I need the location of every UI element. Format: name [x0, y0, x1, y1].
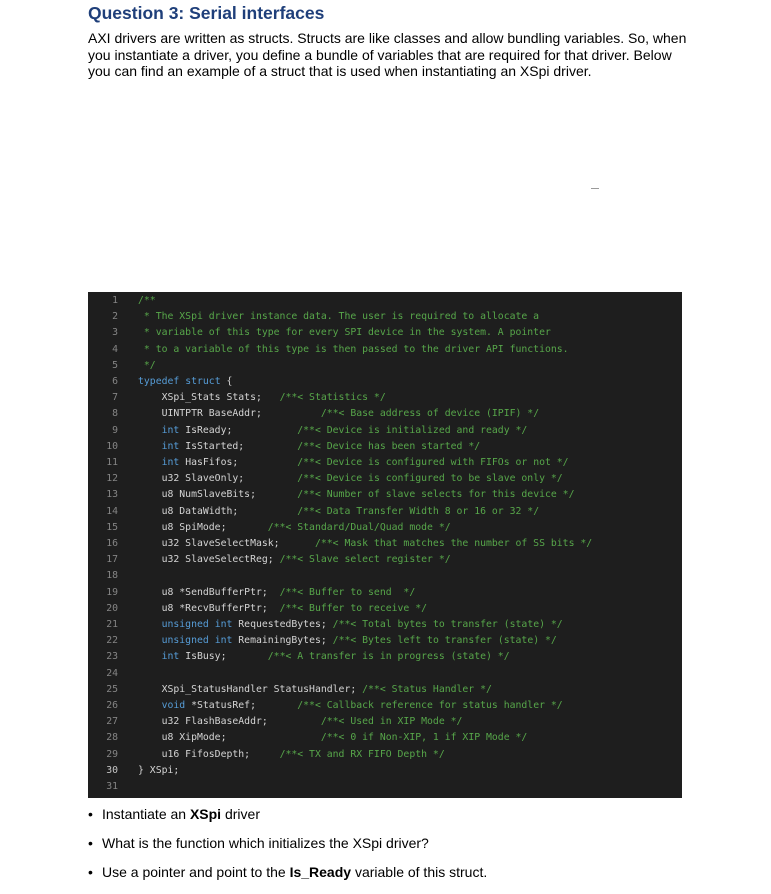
line-number: 7	[112, 392, 118, 404]
code-line	[88, 698, 682, 714]
code-text: u32 SlaveOnly; /**< Device is configured to be slave only */	[138, 473, 563, 485]
line-number: 16	[106, 538, 118, 549]
code-line	[88, 763, 682, 779]
code-line	[88, 536, 682, 552]
line-number: 14	[106, 505, 118, 517]
code-text: } XSpi;	[138, 764, 180, 776]
code-line	[88, 325, 682, 341]
code-line	[88, 504, 682, 520]
code-text: * variable of this type for every SPI device in the system. A pointer	[138, 327, 551, 339]
code-line	[88, 585, 682, 601]
code-line	[88, 471, 682, 487]
task-bold-term: XSpi	[189, 806, 222, 822]
code-line	[88, 423, 682, 439]
line-number: 25	[106, 683, 118, 695]
code-line	[88, 682, 682, 698]
code-text: u8 SpiMode; /**< Standard/Dual/Quad mode */	[138, 521, 451, 533]
code-line	[88, 439, 682, 455]
code-line	[88, 601, 682, 617]
code-text: * to a variable of this type is then passed to the driver API functions.	[138, 343, 569, 355]
code-line	[88, 309, 682, 325]
code-line	[88, 552, 682, 568]
code-block	[88, 292, 682, 798]
line-number: 24	[106, 667, 118, 679]
line-number: 10	[106, 440, 118, 452]
task-text-suffix: variable of this struct.	[351, 864, 488, 880]
line-number: 23	[106, 651, 118, 663]
code-text: /**	[138, 295, 156, 306]
line-number: 20	[106, 602, 118, 614]
intro-paragraph: AXI drivers are written as structs. Structs are like classes and allow bundling variables. So, when you instantiate a driver, you define a bundle of variables that are required for that driver. Below you can find an example of a struct that is used when instantiating an XSpi driver.	[88, 30, 687, 79]
code-line	[88, 487, 682, 503]
task-bold-term: Is_Ready	[289, 864, 352, 880]
line-number: 3	[112, 327, 118, 339]
line-number: 8	[112, 408, 118, 420]
line-number: 29	[106, 748, 118, 760]
code-text: int IsStarted; /**< Device has been started */	[161, 440, 481, 452]
code-line	[88, 455, 682, 471]
question-heading: Question 3: Serial interfaces	[88, 3, 325, 23]
task-text: Instantiate an	[102, 806, 190, 822]
code-text: u8 *SendBufferPtr; /**< Buffer to send */	[138, 586, 416, 598]
code-text: int IsBusy; /**< A transfer is in progress (state) */	[161, 651, 510, 663]
code-line	[88, 374, 682, 390]
task-text-suffix: driver	[221, 806, 260, 822]
code-line	[88, 568, 682, 584]
line-number: 17	[106, 554, 118, 566]
stray-dash-mark	[591, 188, 599, 189]
code-text: u32 SlaveSelectMask; /**< Mask that matches the number of SS bits */	[138, 538, 593, 549]
code-text: u8 DataWidth; /**< Data Transfer Width 8 or 16 or 32 */	[138, 505, 540, 517]
code-line	[88, 633, 682, 649]
line-number: 18	[106, 570, 118, 582]
code-line	[88, 342, 682, 358]
line-number: 22	[106, 635, 118, 647]
line-number: 31	[106, 781, 118, 792]
code-text: unsigned int RequestedBytes; /**< Total bytes to transfer (state) */	[161, 619, 563, 630]
line-number: 9	[112, 424, 118, 436]
code-line	[88, 617, 682, 633]
bullet-marker: •	[88, 806, 93, 822]
line-number: 6	[112, 376, 118, 387]
line-number: 2	[112, 311, 118, 323]
code-text: UINTPTR BaseAddr; /**< Base address of device (IPIF) */	[138, 408, 540, 420]
line-number: 1	[112, 295, 118, 306]
code-text: int IsReady; /**< Device is initialized and ready */	[161, 424, 528, 436]
task-item	[88, 864, 487, 893]
line-number: 11	[106, 457, 118, 468]
code-text: XSpi_StatusHandler StatusHandler; /**< Status Handler */	[138, 683, 492, 695]
line-number: 30	[106, 764, 118, 776]
code-line	[88, 666, 682, 682]
code-line	[88, 406, 682, 422]
bullet-marker: •	[88, 864, 93, 880]
task-text: What is the function which initializes the XSpi driver?	[102, 835, 429, 851]
code-line	[88, 293, 682, 309]
code-line	[88, 714, 682, 730]
code-text: XSpi_Stats Stats; /**< Statistics */	[138, 392, 386, 404]
code-line	[88, 358, 682, 374]
code-text: void *StatusRef; /**< Callback reference for status handler */	[161, 700, 563, 711]
task-list	[88, 806, 487, 893]
line-number: 13	[106, 489, 118, 501]
line-number: 27	[106, 716, 118, 728]
code-text: u8 *RecvBufferPtr; /**< Buffer to receive */	[138, 602, 428, 614]
code-text: u8 NumSlaveBits; /**< Number of slave selects for this device */	[138, 489, 575, 501]
code-text: u8 XipMode; /**< 0 if Non-XIP, 1 if XIP Mode */	[138, 732, 528, 744]
line-number: 28	[106, 732, 118, 744]
line-number: 5	[112, 359, 118, 371]
line-number: 12	[106, 473, 118, 485]
line-number: 15	[106, 521, 118, 533]
code-line	[88, 747, 682, 763]
bullet-marker: •	[88, 835, 93, 851]
code-text: u32 SlaveSelectReg; /**< Slave select register */	[138, 554, 451, 566]
code-line	[88, 779, 682, 795]
line-number: 21	[106, 619, 118, 630]
code-line	[88, 390, 682, 406]
task-text: Use a pointer and point to the	[102, 864, 290, 880]
code-text: typedef struct {	[138, 376, 233, 387]
code-text: u16 FifosDepth; /**< TX and RX FIFO Depth */	[138, 748, 445, 760]
code-text: unsigned int RemainingBytes; /**< Bytes left to transfer (state) */	[161, 635, 557, 647]
code-text: * The XSpi driver instance data. The user is required to allocate a	[138, 311, 540, 323]
code-text: */	[138, 359, 156, 371]
line-number: 4	[112, 343, 118, 355]
code-line	[88, 520, 682, 536]
code-text: u32 FlashBaseAddr; /**< Used in XIP Mode */	[138, 716, 463, 728]
line-number: 19	[106, 586, 118, 598]
task-item	[88, 835, 487, 864]
code-line	[88, 649, 682, 665]
code-text: int HasFifos; /**< Device is configured with FIFOs or not */	[161, 457, 569, 468]
line-number: 26	[106, 700, 118, 711]
task-item	[88, 806, 487, 835]
code-line	[88, 730, 682, 746]
